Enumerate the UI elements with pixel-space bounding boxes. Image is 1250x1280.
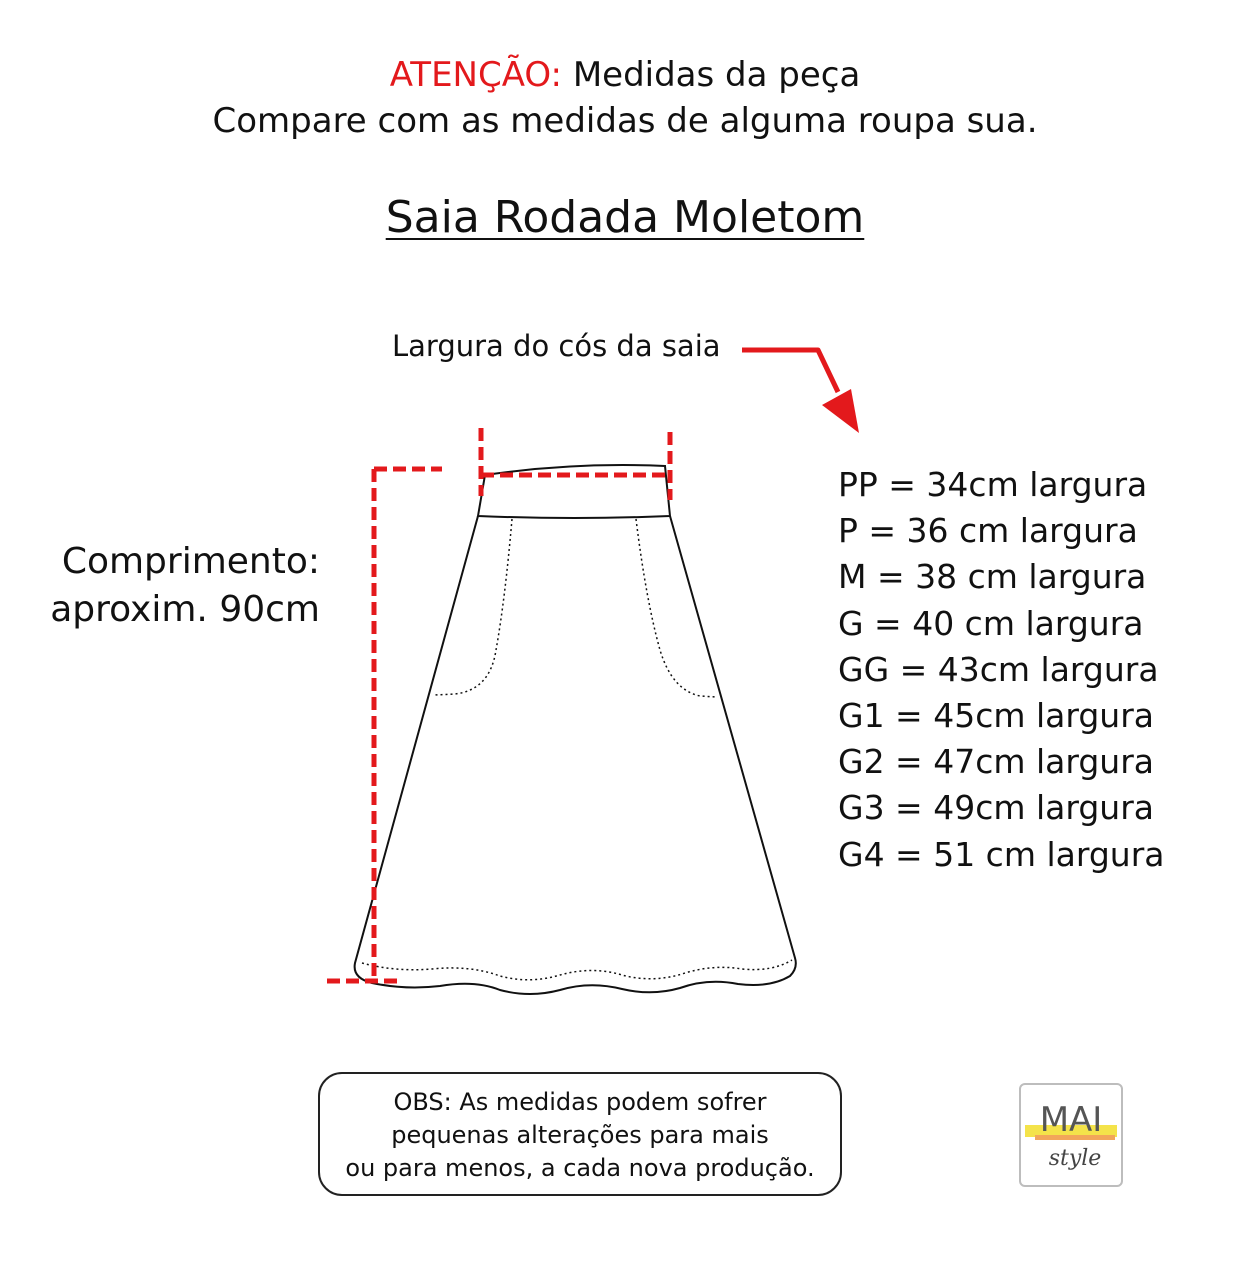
obs-line-1: OBS: As medidas podem sofrer bbox=[393, 1088, 767, 1116]
left-pocket-stitch bbox=[434, 519, 512, 695]
waist-arrowhead-icon bbox=[822, 389, 859, 433]
obs-note bbox=[318, 1072, 842, 1196]
size-row: G2 = 47cm largura bbox=[838, 742, 1154, 782]
brand-logo bbox=[1019, 1083, 1123, 1187]
size-row: GG = 43cm largura bbox=[838, 649, 1159, 689]
obs-line-3: ou para menos, a cada nova produção. bbox=[345, 1154, 815, 1182]
size-row: G4 = 51 cm largura bbox=[838, 834, 1165, 874]
waist-arrow-icon bbox=[742, 350, 838, 392]
header-line-2: Compare com as medidas de alguma roupa sua. bbox=[212, 101, 1038, 141]
size-row: PP = 34cm largura bbox=[838, 465, 1148, 504]
waist-width-label: Largura do cós da saia bbox=[392, 329, 721, 363]
length-label-line-1: Comprimento: bbox=[61, 541, 320, 582]
size-row: G3 = 49cm largura bbox=[838, 788, 1154, 828]
size-row: G1 = 45cm largura bbox=[838, 696, 1154, 736]
obs-line-2: pequenas alterações para mais bbox=[391, 1121, 769, 1149]
size-row: P = 36 cm largura bbox=[838, 511, 1138, 551]
logo-brand-text: MAI bbox=[1039, 1100, 1103, 1140]
warning-label: ATENÇÃO: bbox=[389, 55, 563, 95]
hem-stitch bbox=[362, 960, 792, 980]
right-pocket-stitch bbox=[636, 519, 716, 697]
size-row: G = 40 cm largura bbox=[838, 603, 1144, 643]
brand-logo-graphic bbox=[1021, 1085, 1121, 1185]
page-title-text: Saia Rodada Moletom bbox=[385, 192, 865, 243]
length-label-line-2: aproxim. 90cm bbox=[50, 589, 320, 630]
logo-script-text: style bbox=[1048, 1146, 1102, 1171]
header-line-1-text: Medidas da peça bbox=[562, 55, 861, 95]
skirt-outline bbox=[355, 516, 796, 994]
size-row: M = 38 cm largura bbox=[838, 557, 1147, 597]
sizes-list bbox=[838, 462, 1165, 878]
